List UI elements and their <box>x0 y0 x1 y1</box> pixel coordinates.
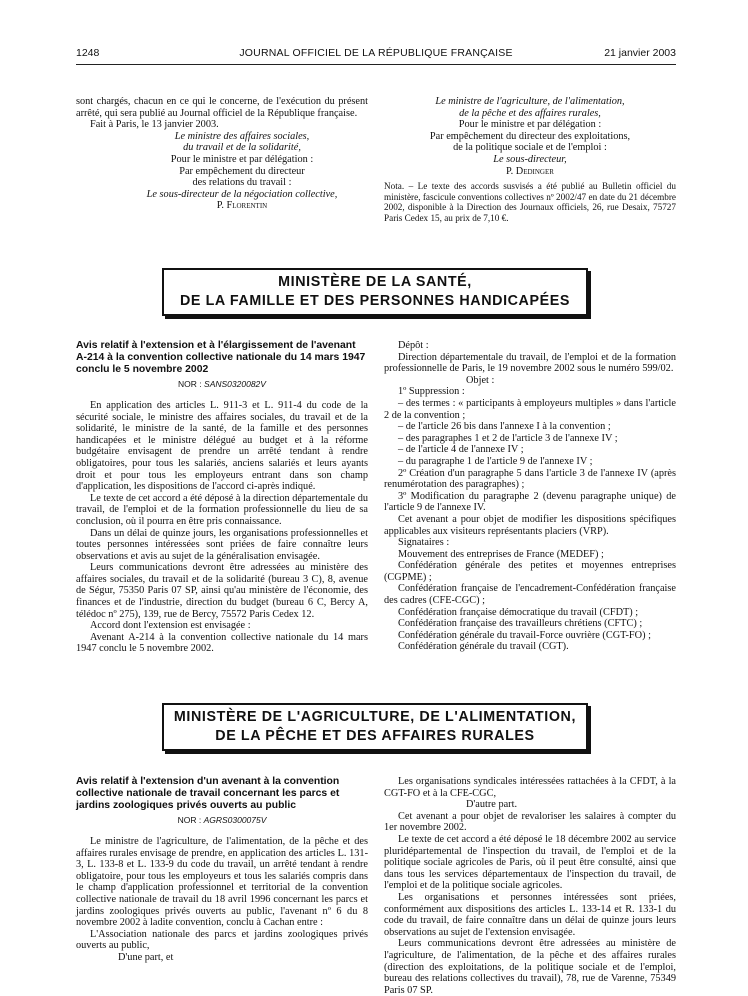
avis-sante-right-column <box>384 340 676 653</box>
signature-line: de la politique sociale et de l'emploi : <box>453 142 607 154</box>
paragraph: Le texte de cet accord a été déposé à la direction départementale du travail, de l'emploi et de la formation professionnelle du lieu de sa conclusion, où il pourra en être pris connaissance. <box>76 492 368 527</box>
signature-block <box>116 131 368 212</box>
list-item: Mouvement des entreprises de France (MEDEF) ; <box>398 548 604 560</box>
nor-reference <box>76 815 368 827</box>
list-item: 3º Modification du paragraphe 2 (devenu paragraphe unique) de l'article 9 de l'annexe IV. <box>384 490 676 514</box>
journal-title: JOURNAL OFFICIEL DE LA RÉPUBLIQUE FRANÇAISE <box>239 47 513 59</box>
paragraph: Le ministre de l'agriculture, de l'alimentation, de la pêche et des affaires rurales envisage de prendre, en application des articles L. 131-3, L. 133-8 et L. 133-9 du code du travail, un arrêté tendant à rendre obligatoire, pour tous les employeurs et tous les salariés compris dans le champ d'application professionnel et territorial de la convention collective nationale de travail du 18 avril 1996 concernant les parcs et jardins zoologiques privés ouverts au public, l'avenant nº 6 du 8 novembre 2002 à ladite convention, conclu à Cachan entre : <box>76 835 368 929</box>
signature-line: Pour le ministre et par délégation : <box>170 153 314 165</box>
avis-agriculture-right-column <box>384 776 676 996</box>
list-item: Confédération générale du travail (CGT). <box>398 641 569 653</box>
nor-code: SANS0320082V <box>204 379 266 390</box>
avis-title: Avis relatif à l'extension et à l'élargissement de l'avenant A-214 à la convention collective nationale du 14 mars 1947 conclu le 5 novembre 2002 <box>76 340 366 375</box>
signature-line: Par empêchement du directeur des exploitations, <box>429 130 631 142</box>
list-item: – des termes : « participants à employeurs multiples » dans l'article 2 de la convention ; <box>384 397 676 421</box>
paragraph: Direction départementale du travail, de l'emploi et de la formation professionnelle de Paris, le 19 novembre 2002 sous le numéro 599/02. <box>384 351 676 375</box>
ministry-heading-line: DE LA FAMILLE ET DES PERSONNES HANDICAPÉES <box>179 293 571 309</box>
list-item: Confédération générale du travail-Force ouvrière (CGT-FO) ; <box>398 629 651 641</box>
signature-line: Le sous-directeur de la négociation collective, <box>146 188 338 200</box>
avis-title: Avis relatif à l'extension d'un avenant à la convention collective nationale de travail concernant les parcs et jardins zoologiques privés ouverts au public <box>76 776 340 811</box>
signature-line: Le sous-directeur, <box>493 153 567 165</box>
running-header <box>76 47 676 63</box>
paragraph: Les organisations syndicales intéressées rattachées à la CFDT, à la CGT-FO et à la CFE-CGC, <box>384 776 676 799</box>
paragraph: L'Association nationale des parcs et jardins zoologiques privés ouverts au public, <box>76 928 368 952</box>
paragraph: Dépôt : <box>398 340 429 351</box>
list-item: Confédération française des travailleurs chrétiens (CFTC) ; <box>398 618 643 630</box>
nor-label: NOR : <box>178 379 202 390</box>
paragraph: Leurs communications devront être adressées au ministère des affaires sociales, du travail et de la solidarité (bureau 3 C), 8, avenue de Ségur, 75350 Paris 07 SP, ainsi qu'au ministère de l'économie, des finances et de l'industrie, direction du budget (bureau 6 C, Bercy A, télédoc nº 275), 139, rue de Bercy, 75572 Paris Cedex 12. <box>76 562 368 620</box>
signature-line: Par empêchement du directeur <box>179 165 305 177</box>
paragraph: Le texte de cet accord a été déposé le 18 décembre 2002 au service pluridépartemental de l'inspection du travail, de l'emploi et de la politique sociale agricoles de Paris, où il peut être consulté, ainsi que dans tous les services départementaux de l'inspection du travail, de l'emploi et de la politique sociale agricoles. <box>384 833 676 892</box>
nor-code: AGRS0300075V <box>203 815 267 826</box>
paragraph: Signataires : <box>398 537 450 549</box>
signature-block <box>384 96 676 177</box>
signature-line: des relations du travail : <box>192 177 292 189</box>
avis-sante-left-column <box>76 340 368 655</box>
list-item: – de l'article 4 de l'annexe IV ; <box>398 444 524 456</box>
paragraph: D'une part, et <box>118 951 174 963</box>
paragraph: 1º Suppression : <box>398 386 465 398</box>
paragraph: D'autre part. <box>466 799 518 811</box>
list-item: – de l'article 26 bis dans l'annexe I à la convention ; <box>398 421 611 433</box>
ministry-heading-line: MINISTÈRE DE L'AGRICULTURE, DE L'ALIMENTATION, <box>173 709 577 725</box>
paragraph: Fait à Paris, le 13 janvier 2003. <box>90 119 219 131</box>
signatory-name: P. Dedinger <box>506 165 554 177</box>
avis-agriculture-left-column <box>76 776 368 964</box>
signature-line: Le ministre des affaires sociales, <box>174 130 310 142</box>
paragraph: En application des articles L. 911-3 et L. 911-4 du code de la sécurité sociale, le ministre des affaires sociales, du travail et de la solidarité, le ministre de la santé, de la famille et des personnes handicapées et le ministre délégué au budget et à la réforme budgétaire envisagent de prendre un arrêté tendant à rendre obligatoires, pour tous les salariés, anciens salariés et leurs ayants droit et pour tous les employeurs entrant dans son champ d'application, les dispositions de l'accord ci-après indiqué. <box>76 399 368 493</box>
signature-line: du travail et de la solidarité, <box>183 142 301 154</box>
paragraph: Accord dont l'extension est envisagée : <box>90 620 251 632</box>
paragraph: Dans un délai de quinze jours, les organisations professionnelles et toutes personnes intéressées sont priées de faire connaître leurs observations et avis au sujet de la généralisation envisagée. <box>76 527 368 562</box>
nota-note: Nota. – Le texte des accords susvisés a été publié au Bulletin officiel du ministère, fascicule conventions collectives nº 2002/47 en date du 21 décembre 2002, disponible à la Direction des Journaux officiels, 26, rue Desaix, 75727 Paris Cedex 15, au prix de 7,10 €. <box>384 181 676 223</box>
signature-line: de la pêche et des affaires rurales, <box>459 107 601 119</box>
nor-reference <box>76 379 368 391</box>
paragraph: Cet avenant a pour objet de modifier les dispositions spécifiques applicables aux visiteurs représentants placiers (VRP). <box>384 513 676 537</box>
paragraph: Cet avenant a pour objet de revaloriser les salaires à compter du 1er novembre 2002. <box>384 810 676 834</box>
list-item: Confédération française démocratique du travail (CFDT) ; <box>398 606 639 618</box>
paragraph: sont chargés, chacun en ce qui le concerne, de l'exécution du présent arrêté, qui sera publié au Journal officiel de la République française. <box>76 96 368 119</box>
paragraph: Les organisations et personnes intéressées sont priées, conformément aux dispositions des articles L. 133-14 et R. 133-1 du code du travail, de faire connaître dans un délai de quinze jours leurs observations au sujet de l'extension envisagée. <box>384 891 676 938</box>
paragraph: Objet : <box>466 374 495 386</box>
ministry-agriculture-heading <box>162 703 588 751</box>
top-right-column <box>384 96 676 223</box>
signature-line: Pour le ministre et par délégation : <box>458 119 602 131</box>
list-item: Confédération française de l'encadrement-Confédération française des cadres (CFE-CGC) ; <box>384 583 676 607</box>
ministry-heading-line: DE LA PÊCHE ET DES AFFAIRES RURALES <box>215 728 535 744</box>
list-item: – du paragraphe 1 de l'article 9 de l'annexe IV ; <box>398 455 593 467</box>
list-item: – des paragraphes 1 et 2 de l'article 3 de l'annexe IV ; <box>398 432 618 444</box>
nor-label: NOR : <box>177 815 202 826</box>
paragraph: Avenant A-214 à la convention collective nationale du 14 mars 1947 conclu le 5 novembre 2002. <box>76 631 368 655</box>
top-left-column <box>76 96 368 212</box>
paragraph: Leurs communications devront être adressées au ministère de l'agriculture, de l'alimentation, de la pêche et des affaires rurales (direction des exploitations, de la politique sociale et de l'emploi, bureau des relations collectives du travail), 78, rue de Varenne, 75349 Paris 07 SP. <box>384 938 676 996</box>
issue-date: 21 janvier 2003 <box>604 47 676 59</box>
list-item: Confédération générale des petites et moyennes entreprises (CGPME) ; <box>384 560 676 583</box>
signature-line: Le ministre de l'agriculture, de l'alimentation, <box>435 96 625 107</box>
list-item: 2º Création d'un paragraphe 5 dans l'article 3 de l'annexe IV (après renumérotation des paragraphes) ; <box>384 467 676 491</box>
signatory-name: P. Florentin <box>216 200 268 212</box>
page-number: 1248 <box>76 47 100 59</box>
ministry-sante-heading <box>162 268 588 316</box>
ministry-heading-line: MINISTÈRE DE LA SANTÉ, <box>278 274 472 290</box>
header-rule <box>76 64 676 65</box>
